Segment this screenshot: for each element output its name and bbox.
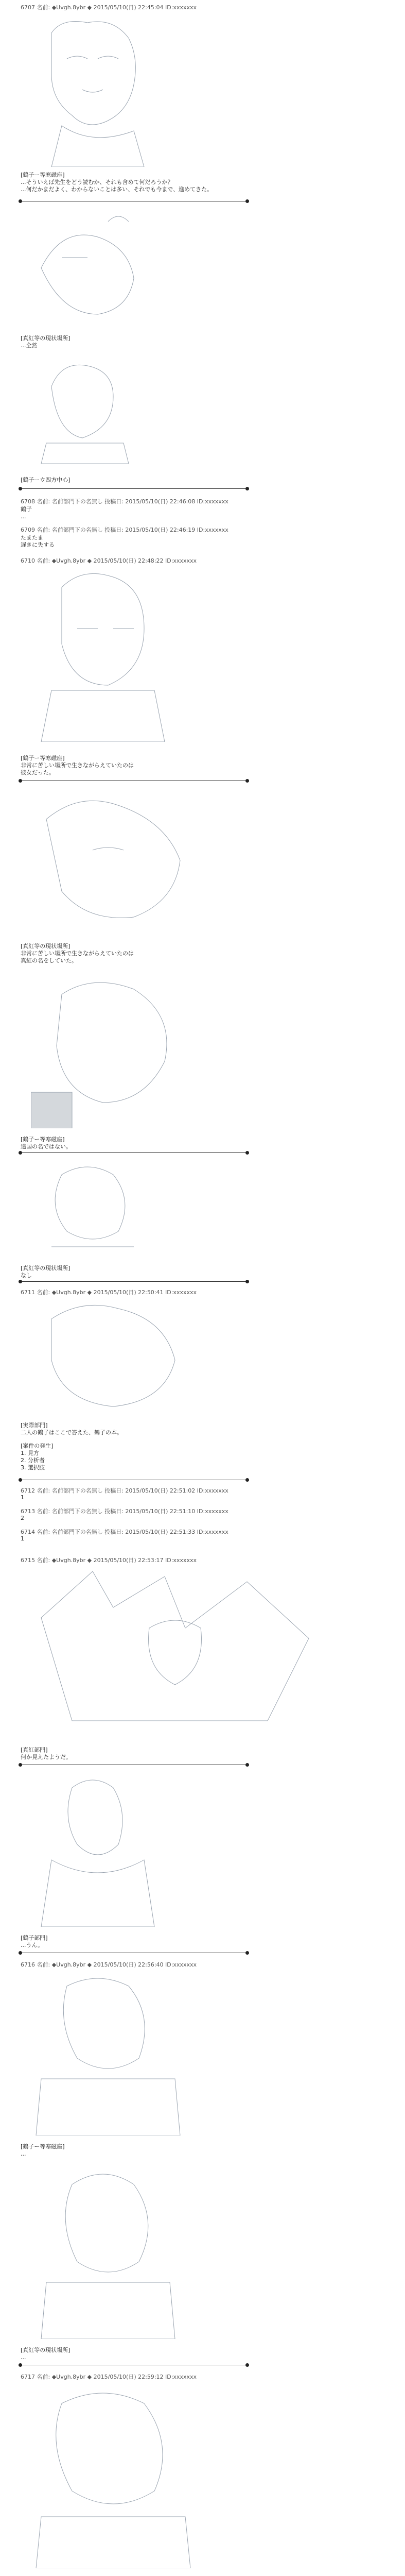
ascii-art-figure <box>31 355 134 464</box>
caption-line: 遠国の名ではない。 <box>21 1143 72 1150</box>
caption-line: [鶴子ーウ四方中心] <box>21 477 71 483</box>
caption-line: 彼女だった。 <box>21 769 55 776</box>
post-header: 6713 名前: 名前部門下の名無し 投稿日: 2015/05/10(日) 22:51:10 ID:xxxxxxx <box>21 1508 228 1515</box>
caption-line: [真紅等の現状場所] <box>21 943 71 950</box>
ascii-art-figure <box>31 12 165 167</box>
caption-block <box>21 1747 72 1761</box>
post-header: 6712 名前: 名前部門下の名無し 投稿日: 2015/05/10(日) 22:51:02 ID:xxxxxxx <box>21 1487 228 1494</box>
caption-line: [鶴子部門] <box>21 1935 48 1941</box>
caption-line: 1 <box>21 1494 24 1501</box>
caption-line: ...うん。 <box>21 1942 44 1948</box>
post-header: 6708 名前: 名前部門下の名無し 投稿日: 2015/05/10(日) 22:46:08 ID:xxxxxxx <box>21 498 228 505</box>
caption-block <box>21 943 134 964</box>
caption-line: ... <box>21 2354 26 2361</box>
ascii-art-figure <box>31 1566 319 1736</box>
caption-line: ...全然 <box>21 342 38 349</box>
post-header: 6710 名前: ◆Uvgh.8ybr ◆ 2015/05/10(日) 22:48:22 ID:xxxxxxx <box>21 557 197 564</box>
caption-line: 1 <box>21 1535 24 1542</box>
caption-block <box>21 506 32 520</box>
caption-block <box>21 477 71 484</box>
divider-line <box>21 488 247 489</box>
caption-line: たまたま <box>21 534 43 541</box>
caption-line: [真紅等の現状場所] <box>21 1265 71 1272</box>
caption-block <box>21 1535 24 1543</box>
post-header: 6717 名前: ◆Uvgh.8ybr ◆ 2015/05/10(日) 22:59:12 ID:xxxxxxx <box>21 2374 197 2380</box>
caption-block <box>21 1515 24 1522</box>
caption-block <box>21 335 71 349</box>
caption-line: [鶴子ー等寒磁座] <box>21 1136 65 1143</box>
caption-block <box>21 1265 71 1279</box>
caption-block <box>21 534 55 549</box>
post-header: 6711 名前: ◆Uvgh.8ybr ◆ 2015/05/10(日) 22:50:41 ID:xxxxxxx <box>21 1289 197 1296</box>
divider-line <box>21 1281 247 1282</box>
ascii-art-figure <box>31 974 196 1128</box>
ascii-art-figure <box>31 2164 185 2339</box>
caption-line: 1. 見方 <box>21 1450 39 1456</box>
caption-block <box>21 172 213 193</box>
ascii-art-figure <box>31 1971 185 2136</box>
caption-line: [実際部門] <box>21 1422 48 1429</box>
caption-line: ... <box>21 2150 26 2157</box>
caption-block <box>21 1443 54 1471</box>
ascii-art-figure <box>31 206 154 330</box>
caption-line: 3. 選択肢 <box>21 1464 45 1471</box>
caption-line: [鶴子ー等寒磁座] <box>21 755 65 761</box>
caption-block <box>21 1136 72 1150</box>
caption-block <box>21 1494 24 1501</box>
caption-line: ... <box>21 513 26 520</box>
caption-line: [真紅部門] <box>21 1747 48 1753</box>
ascii-art-figure <box>31 788 196 933</box>
caption-line: [真紅等の現状場所] <box>21 2347 71 2353</box>
caption-line: 2 <box>21 1515 24 1521</box>
caption-line: [鶴子ー等寒磁座] <box>21 2143 65 2150</box>
caption-line: なし <box>21 1272 32 1279</box>
caption-line: 非常に苦しい場所で生きながらえていたのは <box>21 950 134 957</box>
caption-line: 何か見えたようだ。 <box>21 1754 72 1760</box>
ascii-art-figure <box>31 2383 196 2568</box>
caption-line: [案件の発生] <box>21 1443 54 1449</box>
post-header: 6709 名前: 名前部門下の名無し 投稿日: 2015/05/10(日) 22:46:19 ID:xxxxxxx <box>21 527 228 533</box>
post-header: 6707 名前: ◆Uvgh.8ybr ◆ 2015/05/10(日) 22:45:04 ID:xxxxxxx <box>21 4 197 11</box>
caption-line: 遅きに失する <box>21 541 55 548</box>
caption-block <box>21 755 134 776</box>
caption-block <box>21 2143 65 2158</box>
caption-line: 非常に苦しい場所で生きながらえていたのは <box>21 762 134 769</box>
caption-line: 真紅の名をしていた。 <box>21 957 77 964</box>
post-header: 6715 名前: ◆Uvgh.8ybr ◆ 2015/05/10(日) 22:53:17 ID:xxxxxxx <box>21 1557 197 1564</box>
caption-block <box>21 2347 71 2361</box>
ascii-art-figure <box>31 567 175 742</box>
caption-line: 鶴子 <box>21 506 32 513</box>
ascii-art-figure <box>31 1159 154 1262</box>
ascii-art-figure <box>31 1298 196 1417</box>
ascii-art-figure <box>31 1772 165 1927</box>
caption-line: ...何だかまだよく、わからないことは多い、それでも今まで、進めてきた。 <box>21 186 213 193</box>
caption-block <box>21 1935 48 1949</box>
caption-line: [鶴子ー等寒磁座] <box>21 172 65 178</box>
caption-line: 二人の鶴子はここで答えた、鶴子の本。 <box>21 1429 122 1436</box>
post-header: 6716 名前: ◆Uvgh.8ybr ◆ 2015/05/10(日) 22:56:40 ID:xxxxxxx <box>21 1961 197 1968</box>
caption-line: [真紅等の現状場所] <box>21 335 71 342</box>
caption-line: 2. 分析者 <box>21 1457 45 1464</box>
caption-block <box>21 1422 122 1436</box>
post-header: 6714 名前: 名前部門下の名無し 投稿日: 2015/05/10(日) 22:51:33 ID:xxxxxxx <box>21 1529 228 1535</box>
caption-line: ...そういえば先生をどう読むか、それも含めて何だろうか？ <box>21 179 173 185</box>
